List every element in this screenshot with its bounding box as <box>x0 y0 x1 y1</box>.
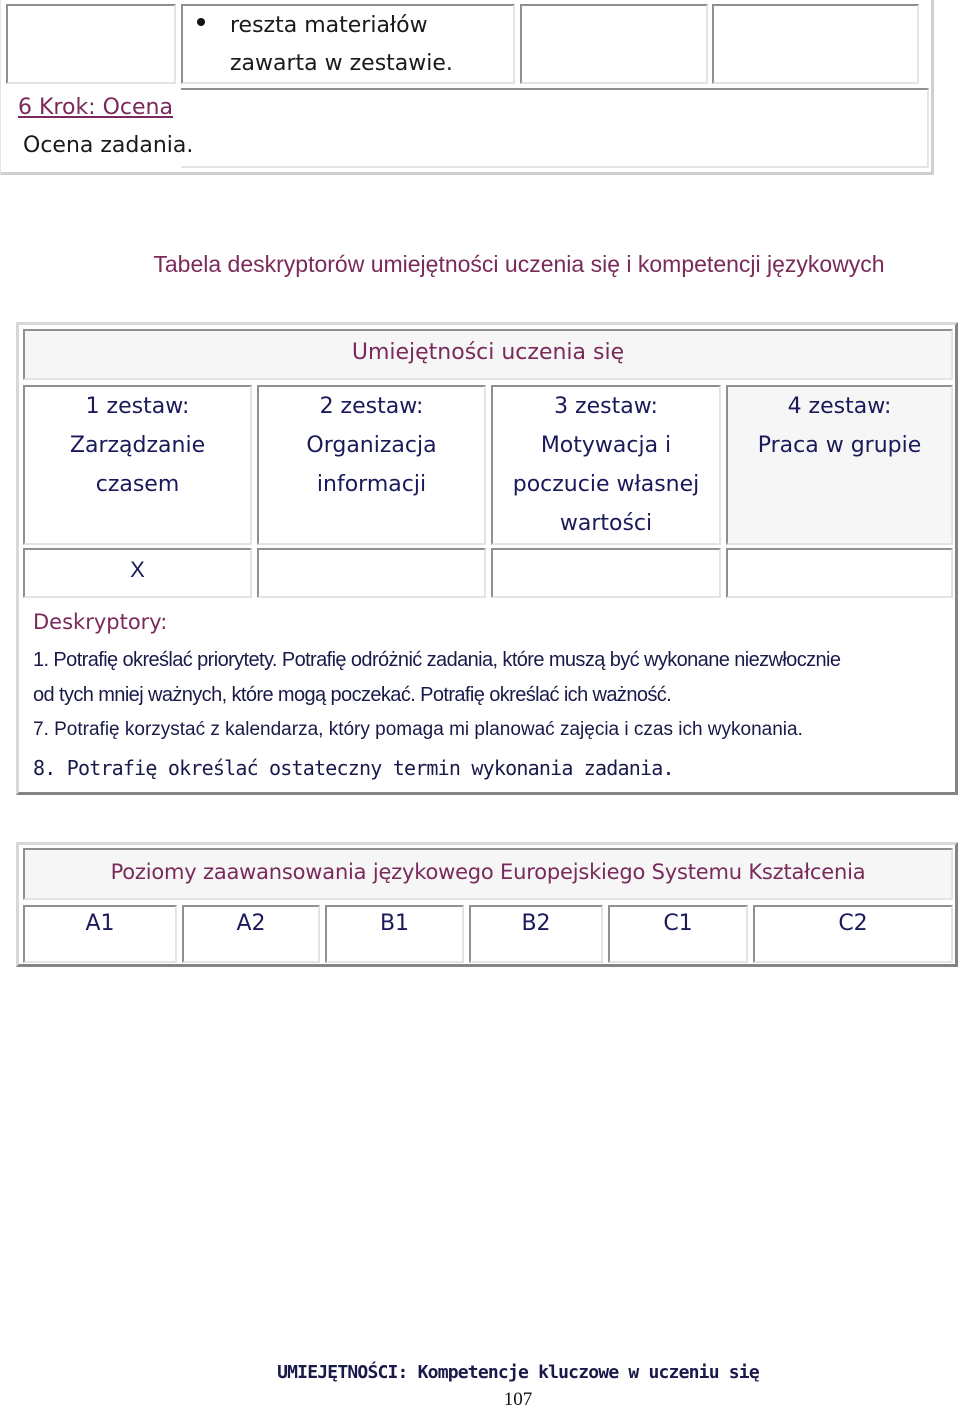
descriptor-1-line1: 1. Potrafię określać priorytety. Potrafię odróżnić zadania, które muszą być wykonane niezwłocznie <box>33 649 841 671</box>
level-cell-b1 <box>325 905 464 963</box>
set-3-line3: poczucie własnej <box>512 472 700 497</box>
level-c2: C2 <box>838 911 868 936</box>
set-cell-2 <box>257 385 486 545</box>
top-cell-empty-1 <box>6 4 176 84</box>
top-cell-bullet <box>181 4 515 84</box>
level-cell-c2 <box>753 905 953 963</box>
skills-header <box>23 329 953 380</box>
level-c1: C1 <box>663 911 693 936</box>
bullet-text-line2: zawarta w zestawie. <box>230 51 453 76</box>
bullet-dot <box>197 18 205 26</box>
set-4-line2: Praca w grupie <box>757 433 922 458</box>
level-a1: A1 <box>85 911 115 936</box>
top-cell-step <box>181 88 929 168</box>
level-cell-b2 <box>469 905 603 963</box>
descriptors-label: Deskryptory: <box>33 610 168 634</box>
level-a2: A2 <box>236 911 266 936</box>
set-cell-3 <box>491 385 721 545</box>
top-table <box>0 0 934 175</box>
section-title: Tabela deskryptorów umiejętności uczenia się i kompetencji językowych <box>153 251 885 277</box>
skills-header-text: Umiejętności uczenia się <box>351 340 625 365</box>
levels-table <box>16 842 958 967</box>
descriptor-8: 8. Potrafię określać ostateczny termin wykonania zadania. <box>33 756 674 780</box>
mark-cell-3 <box>491 548 721 598</box>
top-cell-empty-3 <box>712 4 919 84</box>
set-3-line1: 3 zestaw: <box>554 394 658 419</box>
set-1-line3: czasem <box>95 472 180 497</box>
descriptor-7: 7. Potrafię korzystać z kalendarza, który pomaga mi planować zajęcia i czas ich wykonania. <box>33 719 803 740</box>
set-cell-4 <box>726 385 953 545</box>
set-3-line2: Motywacja i <box>540 433 672 458</box>
level-cell-a2 <box>182 905 320 963</box>
mark-cell-4 <box>726 548 953 598</box>
mark-1: X <box>130 557 145 582</box>
step-description: Ocena zadania. <box>23 133 194 158</box>
level-cell-c1 <box>608 905 748 963</box>
set-1-line1: 1 zestaw: <box>85 394 190 419</box>
top-cell-empty-2 <box>520 4 708 84</box>
level-b1: B1 <box>379 911 410 936</box>
levels-header <box>23 848 953 900</box>
levels-header-text: Poziomy zaawansowania językowego Europejskiego Systemu Kształcenia <box>110 860 866 884</box>
set-2-line1: 2 zestaw: <box>319 394 424 419</box>
set-cell-1 <box>23 385 252 545</box>
page-number: 107 <box>503 1389 533 1410</box>
set-1-line2: Zarządzanie <box>69 433 206 458</box>
set-3-line4: wartości <box>559 511 653 536</box>
mark-cell-1 <box>23 548 252 598</box>
level-cell-a1 <box>23 905 177 963</box>
level-b2: B2 <box>521 911 551 936</box>
mark-cell-2 <box>257 548 486 598</box>
step-link[interactable]: 6 Krok: Ocena <box>18 95 173 120</box>
footer-title: UMIEJĘTNOŚCI: Kompetencje kluczowe w uczeniu się <box>277 1362 759 1383</box>
set-4-line1: 4 zestaw: <box>787 394 892 419</box>
set-2-line2: Organizacja <box>306 433 437 458</box>
skills-table <box>16 322 958 795</box>
descriptor-1-line2: od tych mniej ważnych, które mogą poczekać. Potrafię określać ich ważność. <box>33 684 672 706</box>
bullet-text-line1: reszta materiałów <box>230 13 428 38</box>
set-2-line3: informacji <box>316 472 427 497</box>
